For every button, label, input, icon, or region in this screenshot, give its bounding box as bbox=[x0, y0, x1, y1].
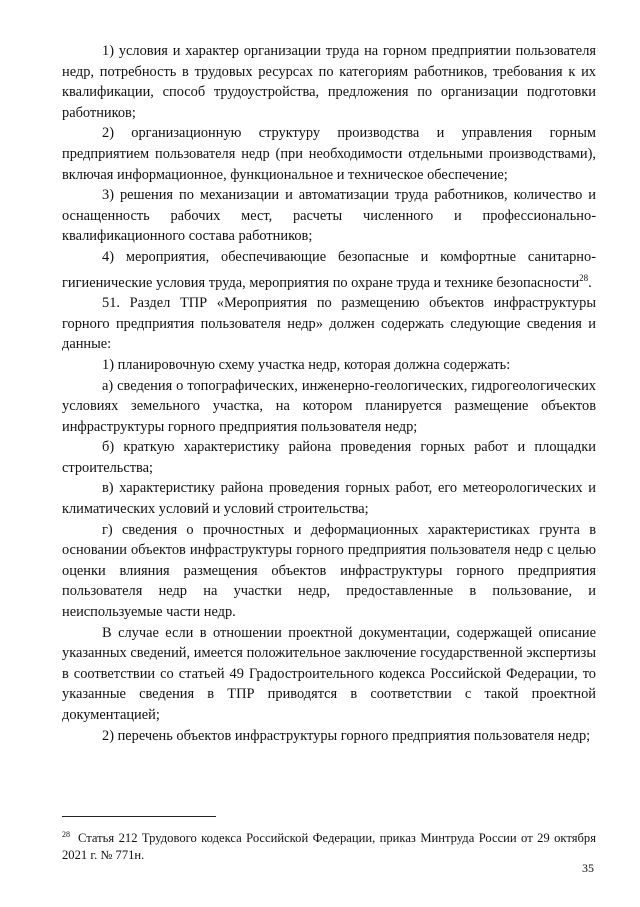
body-text bbox=[62, 41, 596, 746]
paragraph-6: 1) планировочную схему участка недр, которая должна содержать: bbox=[102, 356, 511, 373]
footnote-divider bbox=[62, 816, 216, 817]
paragraph-10: г) сведения о прочностных и деформационных характеристиках грунта в основании объектов инфраструктуры горного предприятия пользователя недр с целью оценки влияния размещения объектов инфраструктуры горного предприятия пользователя недр на участки недр, предоставленные в пользование, и неиспользуемые части недр. bbox=[62, 521, 596, 621]
paragraph-4-end: . bbox=[588, 274, 592, 291]
page-number: 35 bbox=[582, 861, 594, 875]
paragraph-12: 2) перечень объектов инфраструктуры горного предприятия пользователя недр; bbox=[102, 727, 591, 744]
paragraph-1: 1) условия и характер организации труда на горном предприятии пользователя недр, потребность в трудовых ресурсах по категориям работников, требования к их квалификации, способ трудоустройства, предложения по организации подготовки работников; bbox=[62, 43, 596, 121]
paragraph-4-text: 4) мероприятия, обеспечивающие безопасные и комфортные санитарно-гигиенические условия труда, мероприятия по охране труда и технике безопасности bbox=[62, 248, 596, 291]
footnote bbox=[62, 826, 596, 864]
footnote-reference[interactable]: 28 bbox=[579, 272, 589, 283]
paragraph-9: в) характеристику района проведения горных работ, его метеорологических и климатических условий и условий строительства; bbox=[62, 480, 596, 518]
footnote-number: 28 bbox=[62, 830, 70, 839]
paragraph-11: В случае если в отношении проектной документации, содержащей описание указанных сведений, имеется положительное заключение государственной экспертизы в соответствии со статьей 49 Градостроительного кодекса Российской Федерации, то указанные сведения в ТПР приводятся в соответствии с такой проектной документацией; bbox=[62, 624, 596, 723]
paragraph-2: 2) организационную структуру производства и управления горным предприятием пользователя недр (при необходимости отдельными производствами), включая информационное, функциональное и техническое обеспечение; bbox=[62, 125, 596, 183]
paragraph-7: а) сведения о топографических, инженерно-геологических, гидрогеологических условиях земельного участка, на котором планируется размещение объектов инфраструктуры горного предприятия пользователя недр; bbox=[62, 377, 596, 435]
paragraph-8: б) краткую характеристику района проведения горных работ и площадки строительства; bbox=[62, 439, 596, 476]
paragraph-5: 51. Раздел ТПР «Мероприятия по размещению объектов инфраструктуры горного предприятия пользователя недр» должен содержать следующие сведения и данные: bbox=[62, 295, 596, 353]
paragraph-4 bbox=[62, 247, 596, 293]
footnote-text: Статья 212 Трудового кодекса Российской Федерации, приказ Минтруда России от 29 октября 2021 г. № 771н. bbox=[62, 831, 596, 862]
paragraph-3: 3) решения по механизации и автоматизации труда работников, количество и оснащенность рабочих мест, расчеты численного и профессионально-квалификационного состава работников; bbox=[62, 187, 596, 245]
